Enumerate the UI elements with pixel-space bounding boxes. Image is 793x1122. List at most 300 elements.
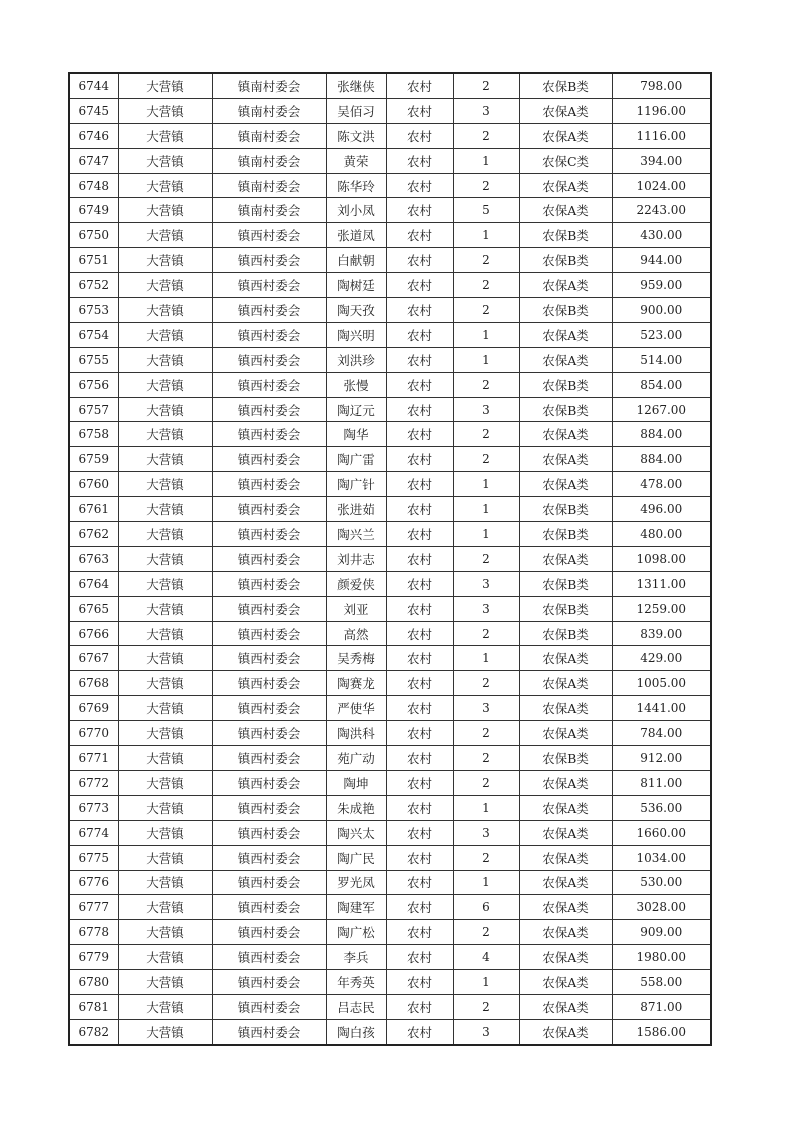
household-type-cell: 农村 [386, 1019, 453, 1044]
village-committee-cell: 镇西村委会 [212, 721, 326, 746]
household-size-cell: 2 [453, 273, 519, 298]
town-cell: 大营镇 [118, 298, 212, 323]
village-committee-cell: 镇南村委会 [212, 148, 326, 173]
amount-cell: 1196.00 [612, 98, 711, 123]
household-size-cell: 3 [453, 596, 519, 621]
amount-cell: 839.00 [612, 621, 711, 646]
person-name-cell: 陶树廷 [326, 273, 386, 298]
household-size-cell: 1 [453, 870, 519, 895]
table-row [69, 795, 711, 820]
insurance-category-cell: 农保A类 [519, 546, 612, 571]
town-cell: 大营镇 [118, 845, 212, 870]
insurance-category-cell: 农保A类 [519, 322, 612, 347]
row-number-cell: 6762 [69, 522, 118, 547]
household-type-cell: 农村 [386, 895, 453, 920]
table-row [69, 273, 711, 298]
town-cell: 大营镇 [118, 173, 212, 198]
household-type-cell: 农村 [386, 746, 453, 771]
amount-cell: 530.00 [612, 870, 711, 895]
town-cell: 大营镇 [118, 123, 212, 148]
town-cell: 大营镇 [118, 994, 212, 1019]
village-committee-cell: 镇西村委会 [212, 422, 326, 447]
amount-cell: 480.00 [612, 522, 711, 547]
amount-cell: 1098.00 [612, 546, 711, 571]
row-number-cell: 6750 [69, 223, 118, 248]
amount-cell: 959.00 [612, 273, 711, 298]
household-type-cell: 农村 [386, 920, 453, 945]
village-committee-cell: 镇西村委会 [212, 347, 326, 372]
village-committee-cell: 镇西村委会 [212, 497, 326, 522]
table-row [69, 845, 711, 870]
person-name-cell: 张慢 [326, 372, 386, 397]
amount-cell: 900.00 [612, 298, 711, 323]
town-cell: 大营镇 [118, 148, 212, 173]
household-size-cell: 3 [453, 397, 519, 422]
person-name-cell: 黄荣 [326, 148, 386, 173]
insurance-category-cell: 农保A类 [519, 447, 612, 472]
household-size-cell: 2 [453, 546, 519, 571]
person-name-cell: 陈文洪 [326, 123, 386, 148]
town-cell: 大营镇 [118, 198, 212, 223]
row-number-cell: 6756 [69, 372, 118, 397]
table-row [69, 596, 711, 621]
household-size-cell: 2 [453, 173, 519, 198]
table-row [69, 621, 711, 646]
household-type-cell: 农村 [386, 497, 453, 522]
amount-cell: 1116.00 [612, 123, 711, 148]
household-size-cell: 1 [453, 322, 519, 347]
village-committee-cell: 镇南村委会 [212, 123, 326, 148]
household-size-cell: 1 [453, 148, 519, 173]
household-size-cell: 3 [453, 571, 519, 596]
table-row [69, 546, 711, 571]
village-committee-cell: 镇西村委会 [212, 372, 326, 397]
row-number-cell: 6777 [69, 895, 118, 920]
insurance-category-cell: 农保B类 [519, 621, 612, 646]
row-number-cell: 6751 [69, 248, 118, 273]
village-committee-cell: 镇西村委会 [212, 546, 326, 571]
village-committee-cell: 镇西村委会 [212, 920, 326, 945]
person-name-cell: 陶洪科 [326, 721, 386, 746]
village-committee-cell: 镇西村委会 [212, 596, 326, 621]
row-number-cell: 6763 [69, 546, 118, 571]
village-committee-cell: 镇西村委会 [212, 1019, 326, 1044]
household-size-cell: 2 [453, 447, 519, 472]
row-number-cell: 6765 [69, 596, 118, 621]
household-type-cell: 农村 [386, 198, 453, 223]
household-type-cell: 农村 [386, 696, 453, 721]
table-row [69, 472, 711, 497]
town-cell: 大营镇 [118, 73, 212, 98]
household-size-cell: 2 [453, 770, 519, 795]
row-number-cell: 6782 [69, 1019, 118, 1044]
town-cell: 大营镇 [118, 721, 212, 746]
amount-cell: 811.00 [612, 770, 711, 795]
town-cell: 大营镇 [118, 621, 212, 646]
table-row [69, 248, 711, 273]
insurance-category-cell: 农保A类 [519, 472, 612, 497]
person-name-cell: 陶赛龙 [326, 671, 386, 696]
insurance-category-cell: 农保B类 [519, 372, 612, 397]
person-name-cell: 年秀英 [326, 970, 386, 995]
household-size-cell: 1 [453, 472, 519, 497]
household-size-cell: 1 [453, 223, 519, 248]
household-type-cell: 农村 [386, 273, 453, 298]
row-number-cell: 6768 [69, 671, 118, 696]
amount-cell: 1267.00 [612, 397, 711, 422]
row-number-cell: 6767 [69, 646, 118, 671]
household-type-cell: 农村 [386, 621, 453, 646]
household-type-cell: 农村 [386, 223, 453, 248]
village-committee-cell: 镇西村委会 [212, 696, 326, 721]
village-committee-cell: 镇西村委会 [212, 646, 326, 671]
village-committee-cell: 镇西村委会 [212, 273, 326, 298]
person-name-cell: 张继侠 [326, 73, 386, 98]
row-number-cell: 6749 [69, 198, 118, 223]
village-committee-cell: 镇西村委会 [212, 522, 326, 547]
amount-cell: 1034.00 [612, 845, 711, 870]
town-cell: 大营镇 [118, 546, 212, 571]
insurance-category-cell: 农保B类 [519, 223, 612, 248]
insurance-category-cell: 农保A类 [519, 970, 612, 995]
person-name-cell: 苑广动 [326, 746, 386, 771]
household-type-cell: 农村 [386, 970, 453, 995]
town-cell: 大营镇 [118, 273, 212, 298]
amount-cell: 912.00 [612, 746, 711, 771]
row-number-cell: 6772 [69, 770, 118, 795]
table-row [69, 945, 711, 970]
town-cell: 大营镇 [118, 571, 212, 596]
household-size-cell: 3 [453, 98, 519, 123]
household-type-cell: 农村 [386, 596, 453, 621]
village-committee-cell: 镇西村委会 [212, 248, 326, 273]
household-type-cell: 农村 [386, 123, 453, 148]
amount-cell: 854.00 [612, 372, 711, 397]
household-size-cell: 1 [453, 347, 519, 372]
amount-cell: 1980.00 [612, 945, 711, 970]
amount-cell: 1311.00 [612, 571, 711, 596]
row-number-cell: 6775 [69, 845, 118, 870]
household-type-cell: 农村 [386, 397, 453, 422]
household-size-cell: 1 [453, 497, 519, 522]
insurance-category-cell: 农保A类 [519, 1019, 612, 1044]
person-name-cell: 高然 [326, 621, 386, 646]
town-cell: 大营镇 [118, 770, 212, 795]
person-name-cell: 陶广针 [326, 472, 386, 497]
town-cell: 大营镇 [118, 223, 212, 248]
insurance-category-cell: 农保B类 [519, 497, 612, 522]
village-committee-cell: 镇南村委会 [212, 73, 326, 98]
town-cell: 大营镇 [118, 98, 212, 123]
person-name-cell: 刘亚 [326, 596, 386, 621]
table-row [69, 820, 711, 845]
household-type-cell: 农村 [386, 447, 453, 472]
table-row [69, 372, 711, 397]
amount-cell: 784.00 [612, 721, 711, 746]
row-number-cell: 6780 [69, 970, 118, 995]
person-name-cell: 刘井志 [326, 546, 386, 571]
person-name-cell: 陶广松 [326, 920, 386, 945]
table-row [69, 522, 711, 547]
row-number-cell: 6755 [69, 347, 118, 372]
person-name-cell: 陶天孜 [326, 298, 386, 323]
town-cell: 大营镇 [118, 895, 212, 920]
table-body [69, 73, 711, 1045]
table-row [69, 721, 711, 746]
town-cell: 大营镇 [118, 795, 212, 820]
person-name-cell: 刘小凤 [326, 198, 386, 223]
town-cell: 大营镇 [118, 372, 212, 397]
household-type-cell: 农村 [386, 148, 453, 173]
town-cell: 大营镇 [118, 820, 212, 845]
amount-cell: 478.00 [612, 472, 711, 497]
household-size-cell: 2 [453, 671, 519, 696]
amount-cell: 523.00 [612, 322, 711, 347]
household-size-cell: 1 [453, 795, 519, 820]
village-committee-cell: 镇西村委会 [212, 571, 326, 596]
insurance-category-cell: 农保B类 [519, 397, 612, 422]
household-size-cell: 2 [453, 123, 519, 148]
town-cell: 大营镇 [118, 347, 212, 372]
row-number-cell: 6760 [69, 472, 118, 497]
insurance-category-cell: 农保A类 [519, 994, 612, 1019]
insurance-category-cell: 农保A类 [519, 770, 612, 795]
household-size-cell: 2 [453, 994, 519, 1019]
table-row [69, 994, 711, 1019]
amount-cell: 884.00 [612, 447, 711, 472]
household-type-cell: 农村 [386, 721, 453, 746]
row-number-cell: 6773 [69, 795, 118, 820]
household-size-cell: 4 [453, 945, 519, 970]
village-committee-cell: 镇西村委会 [212, 397, 326, 422]
row-number-cell: 6748 [69, 173, 118, 198]
household-size-cell: 2 [453, 920, 519, 945]
person-name-cell: 陈华玲 [326, 173, 386, 198]
table-row [69, 920, 711, 945]
person-name-cell: 陶坤 [326, 770, 386, 795]
row-number-cell: 6769 [69, 696, 118, 721]
person-name-cell: 李兵 [326, 945, 386, 970]
person-name-cell: 陶建军 [326, 895, 386, 920]
row-number-cell: 6746 [69, 123, 118, 148]
table-row [69, 347, 711, 372]
row-number-cell: 6757 [69, 397, 118, 422]
benefit-table [68, 72, 712, 1046]
amount-cell: 798.00 [612, 73, 711, 98]
town-cell: 大营镇 [118, 322, 212, 347]
village-committee-cell: 镇西村委会 [212, 845, 326, 870]
insurance-category-cell: 农保A类 [519, 671, 612, 696]
table-row [69, 447, 711, 472]
amount-cell: 1024.00 [612, 173, 711, 198]
table-row [69, 322, 711, 347]
household-size-cell: 5 [453, 198, 519, 223]
person-name-cell: 陶华 [326, 422, 386, 447]
insurance-category-cell: 农保B类 [519, 596, 612, 621]
insurance-category-cell: 农保A类 [519, 721, 612, 746]
amount-cell: 496.00 [612, 497, 711, 522]
insurance-category-cell: 农保B类 [519, 522, 612, 547]
table-row [69, 646, 711, 671]
row-number-cell: 6779 [69, 945, 118, 970]
insurance-category-cell: 农保A类 [519, 347, 612, 372]
village-committee-cell: 镇西村委会 [212, 770, 326, 795]
village-committee-cell: 镇南村委会 [212, 198, 326, 223]
town-cell: 大营镇 [118, 970, 212, 995]
town-cell: 大营镇 [118, 522, 212, 547]
village-committee-cell: 镇西村委会 [212, 945, 326, 970]
insurance-category-cell: 农保A类 [519, 173, 612, 198]
amount-cell: 429.00 [612, 646, 711, 671]
table-row [69, 970, 711, 995]
person-name-cell: 张道凤 [326, 223, 386, 248]
table-row [69, 173, 711, 198]
person-name-cell: 张进茹 [326, 497, 386, 522]
table-row [69, 223, 711, 248]
village-committee-cell: 镇西村委会 [212, 671, 326, 696]
amount-cell: 1259.00 [612, 596, 711, 621]
household-type-cell: 农村 [386, 671, 453, 696]
table-row [69, 1019, 711, 1044]
row-number-cell: 6759 [69, 447, 118, 472]
insurance-category-cell: 农保B类 [519, 746, 612, 771]
town-cell: 大营镇 [118, 945, 212, 970]
town-cell: 大营镇 [118, 870, 212, 895]
household-size-cell: 2 [453, 73, 519, 98]
household-type-cell: 农村 [386, 571, 453, 596]
household-size-cell: 3 [453, 1019, 519, 1044]
household-type-cell: 农村 [386, 522, 453, 547]
household-size-cell: 2 [453, 422, 519, 447]
person-name-cell: 颜爱侠 [326, 571, 386, 596]
household-type-cell: 农村 [386, 646, 453, 671]
table-row [69, 870, 711, 895]
person-name-cell: 吴秀梅 [326, 646, 386, 671]
household-type-cell: 农村 [386, 472, 453, 497]
village-committee-cell: 镇西村委会 [212, 298, 326, 323]
village-committee-cell: 镇西村委会 [212, 895, 326, 920]
insurance-category-cell: 农保B类 [519, 571, 612, 596]
table-row [69, 497, 711, 522]
household-size-cell: 1 [453, 522, 519, 547]
row-number-cell: 6744 [69, 73, 118, 98]
town-cell: 大营镇 [118, 646, 212, 671]
household-type-cell: 农村 [386, 870, 453, 895]
insurance-category-cell: 农保A类 [519, 123, 612, 148]
village-committee-cell: 镇西村委会 [212, 820, 326, 845]
row-number-cell: 6778 [69, 920, 118, 945]
village-committee-cell: 镇西村委会 [212, 746, 326, 771]
household-size-cell: 2 [453, 298, 519, 323]
row-number-cell: 6770 [69, 721, 118, 746]
table-row [69, 397, 711, 422]
town-cell: 大营镇 [118, 920, 212, 945]
table-row [69, 671, 711, 696]
table-row [69, 123, 711, 148]
household-type-cell: 农村 [386, 347, 453, 372]
household-type-cell: 农村 [386, 820, 453, 845]
household-size-cell: 2 [453, 621, 519, 646]
amount-cell: 871.00 [612, 994, 711, 1019]
village-committee-cell: 镇西村委会 [212, 870, 326, 895]
village-committee-cell: 镇西村委会 [212, 970, 326, 995]
insurance-category-cell: 农保A类 [519, 198, 612, 223]
village-committee-cell: 镇西村委会 [212, 322, 326, 347]
person-name-cell: 刘洪珍 [326, 347, 386, 372]
insurance-category-cell: 农保A类 [519, 820, 612, 845]
village-committee-cell: 镇南村委会 [212, 173, 326, 198]
town-cell: 大营镇 [118, 596, 212, 621]
village-committee-cell: 镇南村委会 [212, 98, 326, 123]
household-size-cell: 3 [453, 820, 519, 845]
household-size-cell: 2 [453, 248, 519, 273]
household-type-cell: 农村 [386, 945, 453, 970]
town-cell: 大营镇 [118, 671, 212, 696]
village-committee-cell: 镇西村委会 [212, 621, 326, 646]
person-name-cell: 严使华 [326, 696, 386, 721]
insurance-category-cell: 农保B类 [519, 248, 612, 273]
town-cell: 大营镇 [118, 497, 212, 522]
village-committee-cell: 镇西村委会 [212, 994, 326, 1019]
insurance-category-cell: 农保A类 [519, 273, 612, 298]
person-name-cell: 陶广雷 [326, 447, 386, 472]
person-name-cell: 白献朝 [326, 248, 386, 273]
village-committee-cell: 镇西村委会 [212, 447, 326, 472]
town-cell: 大营镇 [118, 248, 212, 273]
insurance-category-cell: 农保A类 [519, 920, 612, 945]
household-type-cell: 农村 [386, 372, 453, 397]
table-row [69, 422, 711, 447]
town-cell: 大营镇 [118, 746, 212, 771]
row-number-cell: 6776 [69, 870, 118, 895]
amount-cell: 944.00 [612, 248, 711, 273]
household-type-cell: 农村 [386, 73, 453, 98]
household-size-cell: 1 [453, 646, 519, 671]
household-type-cell: 农村 [386, 248, 453, 273]
row-number-cell: 6761 [69, 497, 118, 522]
amount-cell: 430.00 [612, 223, 711, 248]
village-committee-cell: 镇西村委会 [212, 795, 326, 820]
table-row [69, 298, 711, 323]
person-name-cell: 陶兴兰 [326, 522, 386, 547]
table-row [69, 895, 711, 920]
row-number-cell: 6754 [69, 322, 118, 347]
household-type-cell: 农村 [386, 98, 453, 123]
household-type-cell: 农村 [386, 994, 453, 1019]
insurance-category-cell: 农保C类 [519, 148, 612, 173]
row-number-cell: 6774 [69, 820, 118, 845]
household-size-cell: 3 [453, 696, 519, 721]
household-type-cell: 农村 [386, 546, 453, 571]
row-number-cell: 6747 [69, 148, 118, 173]
insurance-category-cell: 农保A类 [519, 795, 612, 820]
amount-cell: 1005.00 [612, 671, 711, 696]
row-number-cell: 6781 [69, 994, 118, 1019]
person-name-cell: 陶兴明 [326, 322, 386, 347]
person-name-cell: 吕志民 [326, 994, 386, 1019]
table-row [69, 696, 711, 721]
insurance-category-cell: 农保A类 [519, 422, 612, 447]
person-name-cell: 罗光凤 [326, 870, 386, 895]
village-committee-cell: 镇西村委会 [212, 223, 326, 248]
amount-cell: 1660.00 [612, 820, 711, 845]
amount-cell: 884.00 [612, 422, 711, 447]
person-name-cell: 朱成艳 [326, 795, 386, 820]
person-name-cell: 陶兴太 [326, 820, 386, 845]
household-size-cell: 2 [453, 721, 519, 746]
table-row [69, 198, 711, 223]
row-number-cell: 6766 [69, 621, 118, 646]
